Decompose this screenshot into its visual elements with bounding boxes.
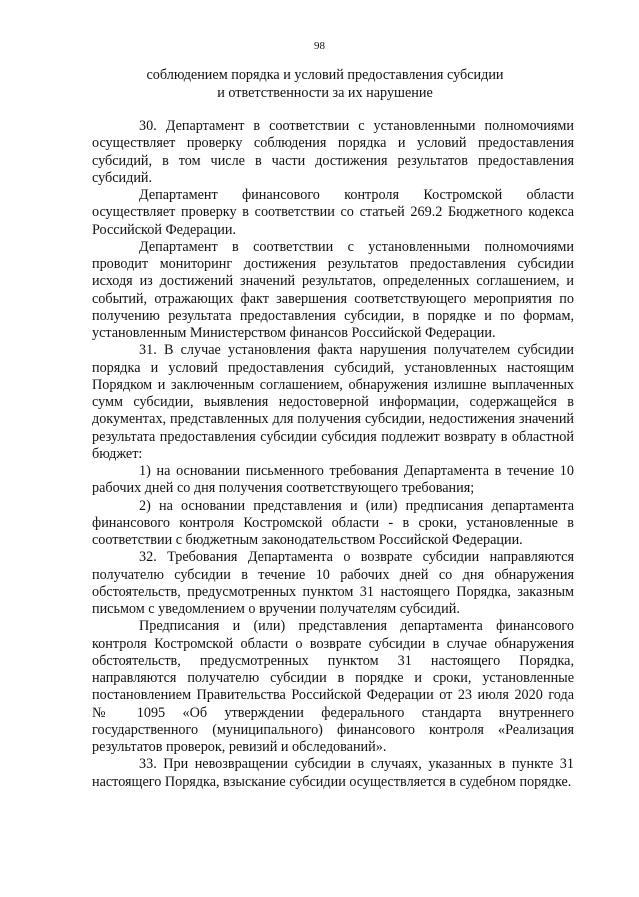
section-heading-line-2: и ответственности за их нарушение xyxy=(217,85,433,101)
paragraph-prescriptions: Предписания и (или) представления департамента финансового контроля Костромской области о возврате субсидии в случае обнаружения обстоятельств, предусмотренных пунктом 31 настоящего Порядка, направляются получателю субсидии в порядке и сроки, установленные постановлением Правительства Российской Федерации от 23 июля 2020 года № 1095 «Об утверждении федерального стандарта внутреннего государственного (муниципального) финансового контроля «Реализация результатов проверок, ревизий и обследований». xyxy=(92,618,574,755)
paragraph-31-item-1: 1) на основании письменного требования Департамента в течение 10 рабочих дней со дня получения соответствующего требования; xyxy=(92,463,574,497)
section-heading-line-1: соблюдением порядка и условий предоставления субсидии xyxy=(146,67,504,83)
paragraph-30: 30. Департамент в соответствии с установленными полномочиями осуществляет проверку соблюдения порядка и условий предоставления субсидий, в том числе в части достижения результатов предоставления субсидий. xyxy=(92,118,574,186)
paragraph-31-item-2: 2) на основании представления и (или) предписания департамента финансового контроля Костромской области - в сроки, установленные в соответствии с бюджетным законодательством Российской Федерации. xyxy=(92,497,574,548)
paragraph-31: 31. В случае установления факта нарушения получателем субсидии порядка и условий предоставления субсидий, установленных настоящим Порядком и заключенным соглашением, обнаружения излишне выплаченных сумм субсидии, выявления недостоверной информации, содержащейся в документах, представленных для получения субсидии, недостижения значений результата предоставления субсидии субсидия подлежит возврату в областной бюджет: xyxy=(92,342,574,462)
paragraph-33: 33. При невозвращении субсидии в случаях, указанных в пункте 31 настоящего Порядка, взыскание субсидии осуществляется в судебном порядке. xyxy=(92,756,574,790)
paragraph-monitoring: Департамент в соответствии с установленными полномочиями проводит мониторинг достижения результатов предоставления субсидии исходя из достижений значений результатов, определенных соглашением, и событий, отражающих факт завершения соответствующего мероприятия по получению результата предоставления субсидии, в порядке и по формам, установленным Министерством финансов Российской Федерации. xyxy=(92,238,574,341)
document-body xyxy=(92,118,574,791)
paragraph-financial-control: Департамент финансового контроля Костромской области осуществляет проверку в соответствии со статьей 269.2 Бюджетного кодекса Российской Федерации. xyxy=(92,187,574,238)
page-number: 98 xyxy=(314,40,325,52)
paragraph-32: 32. Требования Департамента о возврате субсидии направляются получателю субсидии в течение 10 рабочих дней со дня обнаружения обстоятельств, предусмотренных пунктом 31 настоящего Порядка, заказным письмом с уведомлением о вручении получателям субсидий. xyxy=(92,549,574,617)
section-heading xyxy=(80,66,570,102)
